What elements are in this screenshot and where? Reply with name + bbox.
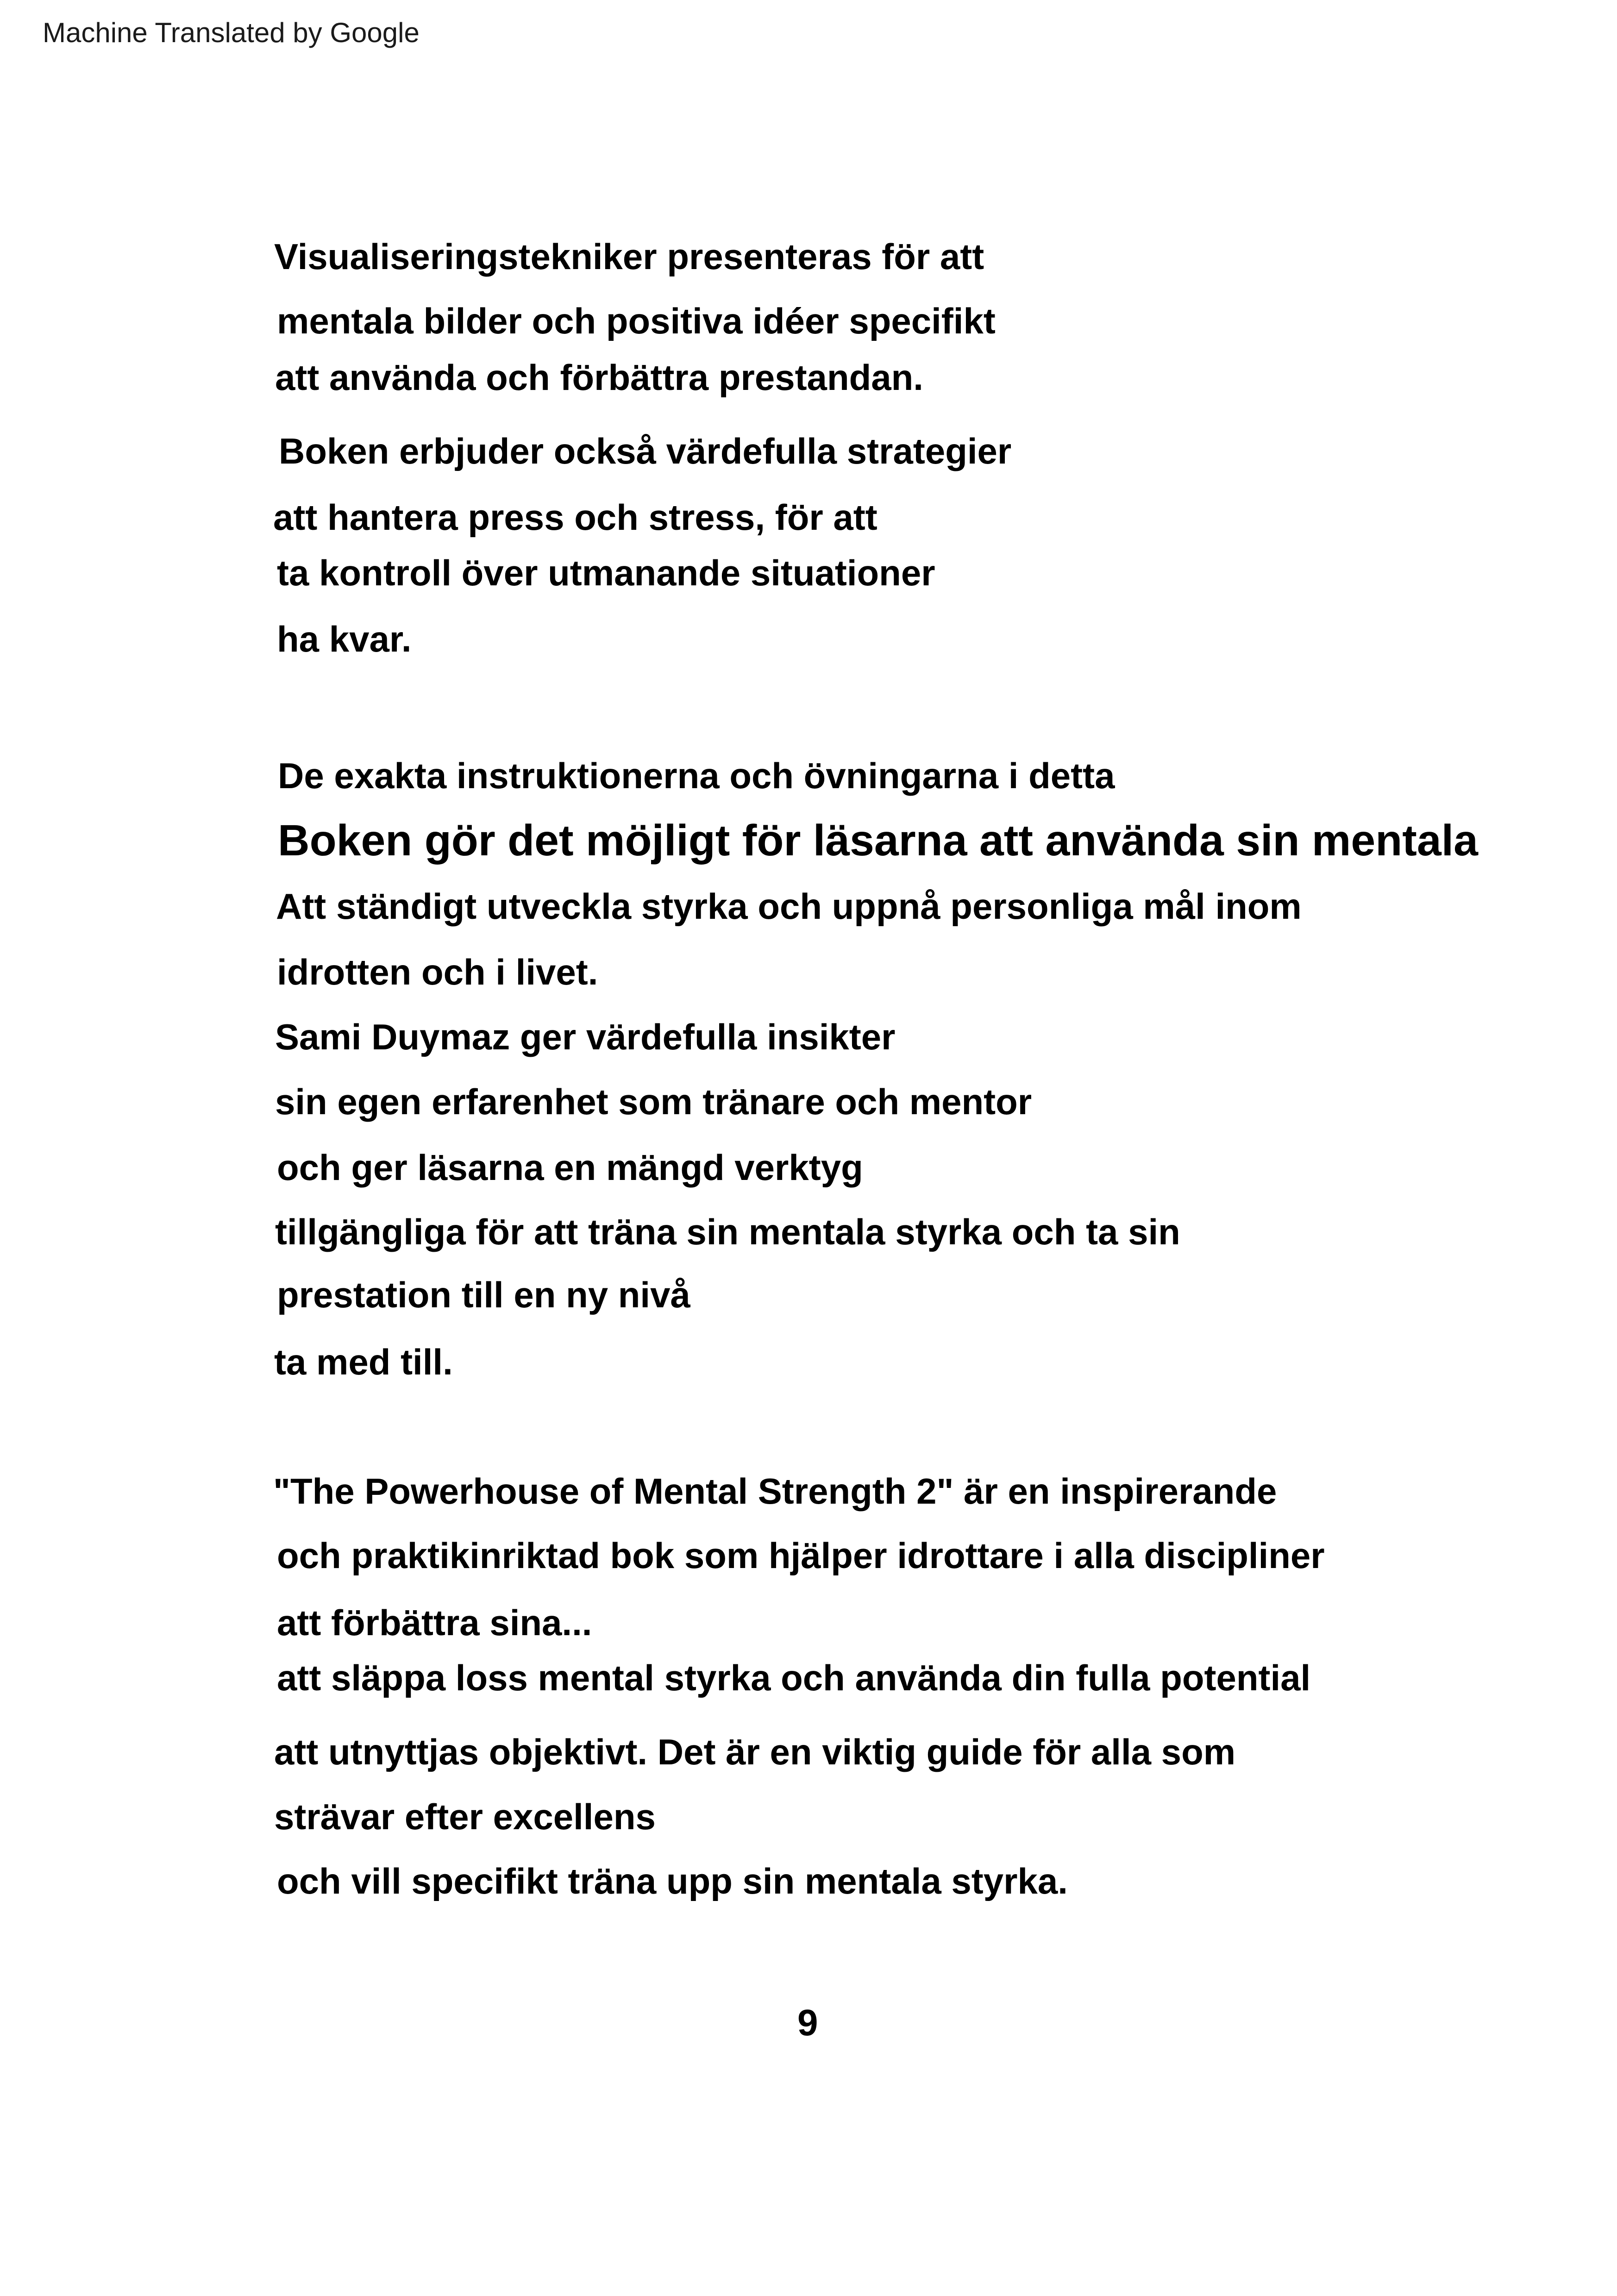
- text-line: och ger läsarna en mängd verktyg: [277, 1147, 863, 1188]
- text-line: idrotten och i livet.: [277, 952, 598, 992]
- text-line: Sami Duymaz ger värdefulla insikter: [275, 1016, 896, 1057]
- text-line: strävar efter excellens: [274, 1796, 656, 1837]
- page-number: 9: [797, 2002, 818, 2043]
- text-line: sin egen erfarenhet som tränare och mentor: [275, 1081, 1032, 1122]
- text-line: att använda och förbättra prestandan.: [275, 357, 923, 398]
- text-line: att förbättra sina...: [277, 1602, 592, 1643]
- text-line: ha kvar.: [277, 619, 412, 659]
- machine-translation-note: Machine Translated by Google: [43, 17, 420, 48]
- text-line: mentala bilder och positiva idéer specifikt: [277, 301, 996, 341]
- text-line: att släppa loss mental styrka och använda din fulla potential: [277, 1657, 1311, 1698]
- text-line: Att ständigt utveckla styrka och uppnå personliga mål inom: [276, 886, 1302, 927]
- text-line: och vill specifikt träna upp sin mentala styrka.: [277, 1861, 1068, 1901]
- text-line: Boken erbjuder också värdefulla strategier: [279, 431, 1012, 471]
- text-line: Visualiseringstekniker presenteras för att: [274, 236, 984, 277]
- text-line: prestation till en ny nivå: [277, 1274, 690, 1315]
- text-line: att hantera press och stress, för att: [273, 497, 877, 538]
- text-line: och praktikinriktad bok som hjälper idrottare i alla discipliner: [277, 1535, 1325, 1576]
- text-line: "The Powerhouse of Mental Strength 2" är en inspirerande: [273, 1471, 1277, 1512]
- text-line: ta med till.: [274, 1342, 453, 1382]
- text-line: Boken gör det möjligt för läsarna att använda sin mentala: [278, 816, 1478, 865]
- text-line: ta kontroll över utmanande situationer: [277, 552, 935, 593]
- text-line: De exakta instruktionerna och övningarna i detta: [278, 755, 1115, 796]
- text-line: tillgängliga för att träna sin mentala styrka och ta sin: [275, 1211, 1180, 1252]
- text-line: att utnyttjas objektivt. Det är en viktig guide för alla som: [274, 1731, 1236, 1772]
